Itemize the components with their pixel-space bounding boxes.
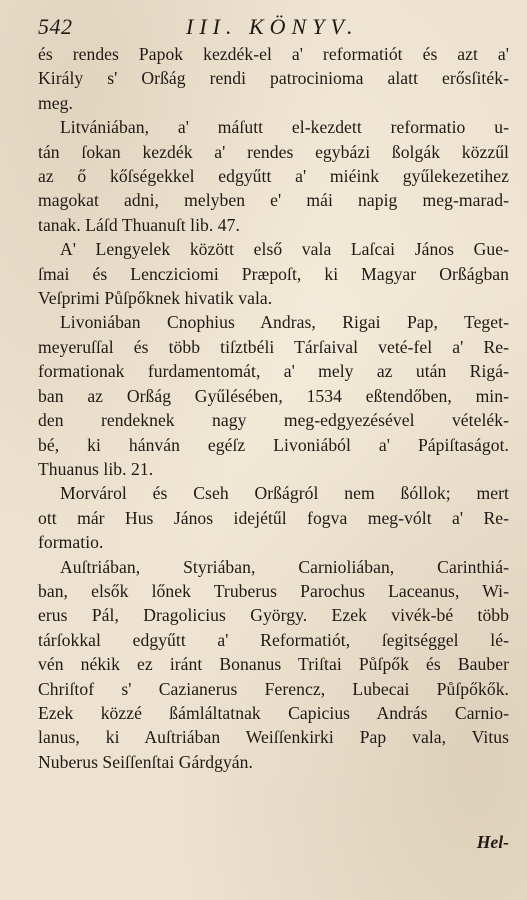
catchword-row [0,832,509,856]
text-line: Thuanus lib. 21. [38,458,154,479]
text-line: Ezek közzé ßámláltatnak Capicius András Carnio- [38,702,509,723]
text-line: Chriſtof s' Cazianerus Ferencz, Lubecai Půſpőkők. [38,678,509,699]
catchword: Hel- [476,832,509,852]
text-line: az ő kőſségekkel edgyűtt a' miéink gyűlekezetihez [38,166,509,187]
text-line: Veſprimi Půſpőknek hivatik vala. [38,288,273,309]
text-line: Auſtriában, Styriában, Carnioliában, Carinthiá- [60,556,509,577]
text-line: bé, ki hánván egéſz Livoniából a' Pápiſtaságot. [38,434,509,455]
text-line: meyeruſſal és több tiſztbéli Tárſaival veté-fel a' Re- [38,336,509,357]
text-line: Litvániában, a' máſutt el-kezdett reformatio u- [60,117,509,138]
text-line: formationak furdamentomát, a' mely az után Rigá- [38,361,509,382]
text-line: magokat adni, melyben e' mái napig meg-marad- [38,190,509,211]
paragraph-austria [38,555,509,775]
text-line: erus Pál, Dragolicius György. Ezek vivék-bé több [38,605,509,626]
page-number: 542 [38,14,73,39]
text-line: ban, elsők lőnek Truberus Parochus Laceanus, Wi- [38,580,509,601]
text-line: lanus, ki Auſtriában Weiſſenkirki Pap vala, Vitus [38,727,509,748]
text-line: ott már Hus János idejétűl fogva meg-vólt a' Re- [38,507,509,528]
text-line: meg. [38,92,73,113]
paragraph-poland [38,237,509,310]
text-line: Morvárol és Cseh Orßágról nem ßóllok; mert [60,483,509,504]
paragraph-continuation [38,42,509,115]
running-head: III. KÖNYV. [186,14,359,39]
text-line: Livoniában Cnophius Andras, Rigai Pap, Teget- [60,312,509,333]
text-line: ſmai és Lencziciomi Præpoſt, ki Magyar Orßágban [38,263,509,284]
text-line: vén nékik ez iránt Bonanus Triſtai Půſpők és Bauber [38,654,509,675]
text-line: Nuberus Seiſſenſtai Gárdgyán. [38,751,253,772]
text-line: den rendeknek nagy meg-edgyezésével vételék- [38,410,509,431]
text-line: tárſokkal edgyűtt a' Reformatiót, ſegitséggel lé- [38,629,509,650]
text-line: és rendes Papok kezdék-el a' reformatiót és azt a' [38,44,509,64]
body-text [38,42,509,774]
text-line: tán ſokan kezdék a' rendes egybázi ßolgák közzűl [38,141,509,162]
text-line: ban az Orßág Gyűlésében, 1534 eßtendőben, min- [38,385,509,406]
text-line: A' Lengyelek között első vala Laſcai János Gue- [60,239,509,260]
text-line: Király s' Orßág rendi patrocinioma alatt erősſiték- [38,68,509,89]
text-line: formatio. [38,532,104,553]
paragraph-livonia [38,310,509,481]
paragraph-lithuania [38,115,509,237]
paragraph-moravia [38,481,509,554]
text-line: tanak. Láſd Thuanuſt lib. 47. [38,214,240,235]
page-header [38,14,509,42]
